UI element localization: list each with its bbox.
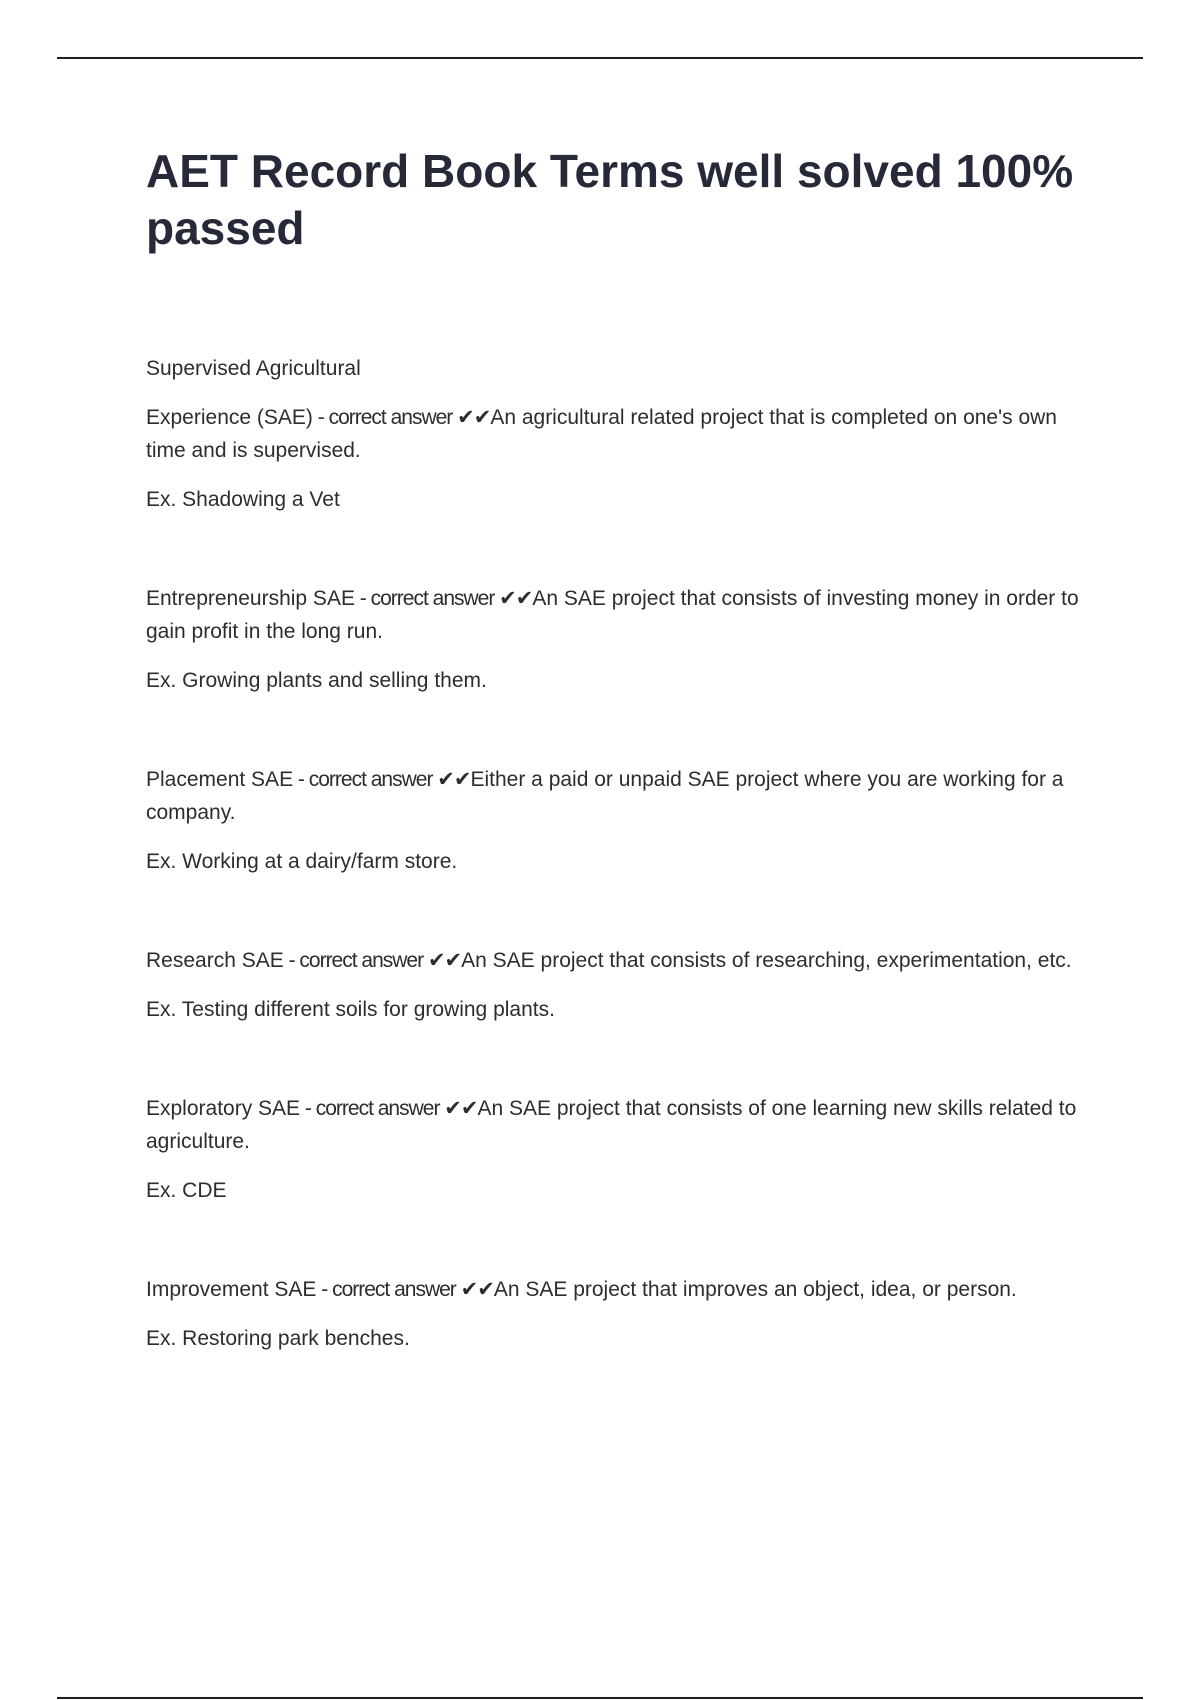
term-example: Ex. Working at a dairy/farm store. xyxy=(146,850,458,873)
term-example: Ex. Restoring park benches. xyxy=(146,1327,410,1350)
definition-text: Either a paid or unpaid SAE project where you are working for a company. xyxy=(146,768,1064,824)
term-example: Ex. Growing plants and selling them. xyxy=(146,669,487,692)
answer-marker: - correct answer ✔✔ xyxy=(354,587,533,610)
term-definition xyxy=(146,401,1096,467)
definition-text: An SAE project that consists of researching, experimentation, etc. xyxy=(461,949,1072,972)
bottom-rule xyxy=(57,1697,1143,1699)
document-body xyxy=(146,143,1096,1355)
definition-text: An SAE project that consists of one learning new skills related to agriculture. xyxy=(146,1097,1077,1153)
term-entry xyxy=(146,1092,1096,1207)
definition-text: An SAE project that improves an object, idea, or person. xyxy=(493,1278,1017,1301)
answer-marker: - correct answer ✔✔ xyxy=(312,406,491,429)
answer-marker: - correct answer ✔✔ xyxy=(316,1278,494,1301)
term-name: Exploratory SAE xyxy=(146,1097,301,1120)
term-entry xyxy=(146,944,1096,1026)
term-name: Experience (SAE) xyxy=(146,406,313,429)
term-definition xyxy=(146,763,1096,829)
term-entry xyxy=(146,1273,1096,1355)
term-example: Ex. CDE xyxy=(146,1179,227,1202)
answer-marker: - correct answer ✔✔ xyxy=(283,949,462,972)
term-entry xyxy=(146,401,1096,516)
term-definition xyxy=(146,582,1096,648)
definition-text: An SAE project that consists of investing money in order to gain profit in the long run. xyxy=(146,587,1079,643)
top-rule xyxy=(57,57,1143,59)
term-definition xyxy=(146,944,1096,977)
answer-marker: - correct answer ✔✔ xyxy=(300,1097,478,1120)
definition-text: An agricultural related project that is completed on one's own time and is supervised. xyxy=(146,406,1057,462)
term-name: Improvement SAE xyxy=(146,1278,317,1301)
answer-marker: - correct answer ✔✔ xyxy=(293,768,471,791)
term-entry xyxy=(146,763,1096,878)
term-name: Research SAE xyxy=(146,949,284,972)
document-title: AET Record Book Terms well solved 100% passed xyxy=(146,145,1074,254)
intro-line: Supervised Agricultural xyxy=(146,357,361,380)
term-name: Placement SAE xyxy=(146,768,294,791)
term-name: Entrepreneurship SAE xyxy=(146,587,355,610)
term-definition xyxy=(146,1273,1096,1306)
term-entry xyxy=(146,582,1096,697)
term-example: Ex. Shadowing a Vet xyxy=(146,488,340,511)
term-definition xyxy=(146,1092,1096,1158)
term-example: Ex. Testing different soils for growing plants. xyxy=(146,998,555,1021)
